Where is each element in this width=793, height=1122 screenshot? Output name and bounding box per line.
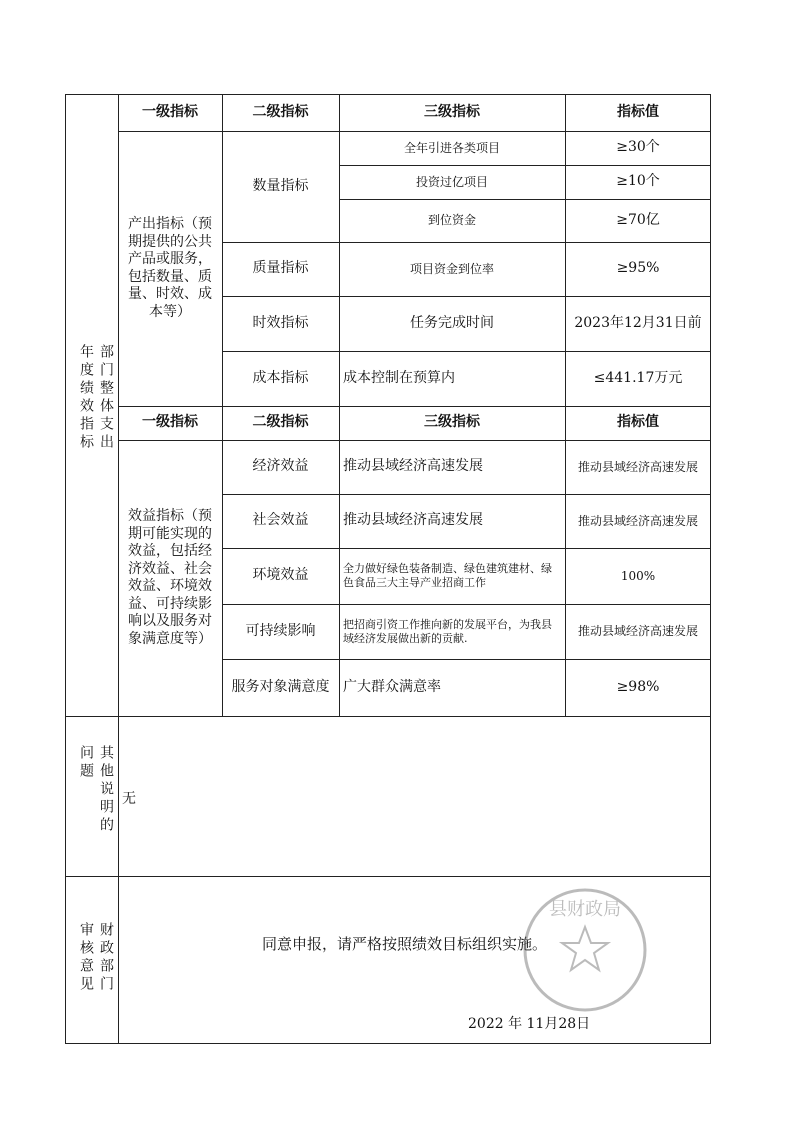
- indicator-row-value: 100%: [620, 568, 656, 583]
- indicator-row-l3: 全年引进各类项目: [403, 140, 500, 155]
- finance-side-label: 财政部门审核意见: [78, 922, 114, 994]
- social-effect: 社会效益: [252, 512, 309, 529]
- header-level1: 一级指标: [142, 414, 198, 431]
- indicator-row-l3: 把招商引资工作推向新的发展平台，为我县域经济发展做出新的贡献.: [343, 617, 552, 645]
- indicator-row-l3: 成本控制在预算内: [343, 369, 455, 386]
- time-indicator: 时效指标: [252, 314, 309, 331]
- quantity-indicator: 数量指标: [252, 177, 309, 194]
- indicator-row-value: 推动县域经济高速发展: [577, 624, 698, 638]
- indicator-row-value: ≥30个: [616, 139, 660, 156]
- economic-effect: 经济效益: [252, 458, 309, 475]
- divider: [118, 716, 119, 1044]
- header-level3: 三级指标: [424, 103, 480, 120]
- indicator-row-l3: 广大群众满意率: [343, 678, 441, 695]
- satisfaction-effect: 服务对象满意度: [231, 678, 330, 695]
- finance-date: 2022 年 11月28日: [468, 1016, 591, 1032]
- indicator-row-l3: 项目资金到位率: [409, 261, 494, 276]
- indicator-row-l3: 推动县域经济高速发展: [343, 458, 483, 475]
- indicator-row-value: ≥98%: [616, 678, 660, 695]
- indicator-row-value: ≥70亿: [616, 211, 660, 228]
- other-remarks-text: 无: [122, 791, 136, 807]
- indicator-row-value: ≤441.17万元: [593, 369, 683, 386]
- quality-indicator: 质量指标: [252, 260, 309, 277]
- header-level1: 一级指标: [142, 103, 198, 120]
- indicator-row-l3: 全力做好绿色装备制造、绿色建筑建材、绿色食品三大主导产业招商工作: [343, 562, 552, 589]
- indicator-row-value: ≥95%: [616, 260, 660, 277]
- divider: [118, 94, 119, 716]
- output-level1: 产出指标（预期提供的公共产品或服务，包括数量、质量、时效、成本等）: [128, 216, 212, 320]
- indicator-row-l3: 投资过亿项目: [415, 174, 488, 189]
- header-value: 指标值: [617, 103, 659, 120]
- divider: [65, 876, 711, 877]
- cost-indicator: 成本指标: [252, 369, 309, 386]
- indicator-row-value: ≥10个: [616, 173, 660, 190]
- environment-effect: 环境效益: [252, 567, 309, 584]
- indicator-row-l3: 推动县域经济高速发展: [343, 512, 483, 529]
- finance-opinion: 同意申报，请严格按照绩效目标组织实施。: [262, 935, 548, 953]
- finance-bureau-seal: [520, 885, 650, 1015]
- header-level2: 二级指标: [252, 103, 309, 120]
- indicator-row-value: 推动县域经济高速发展: [577, 513, 698, 528]
- other-side-label: 其他说明的问题: [78, 745, 114, 835]
- header-value: 指标值: [617, 414, 659, 431]
- dept-side-label: 部门整体支出年度绩效指标: [78, 344, 114, 452]
- indicator-row-value: 推动县域经济高速发展: [577, 459, 698, 474]
- indicator-row-l3: 到位资金: [427, 213, 476, 227]
- indicator-row-l3: 任务完成时间: [410, 314, 494, 331]
- sustainable-effect: 可持续影响: [245, 622, 316, 639]
- divider: [65, 716, 711, 717]
- indicator-row-value: 2023年12月31日前: [574, 314, 702, 331]
- header-level2: 二级指标: [252, 414, 309, 431]
- effect-level1: 效益指标（预期可能实现的效益，包括经济效益、社会效益、环境效益、可持续影响以及服务对象满意度等）: [128, 508, 212, 647]
- header-level3: 三级指标: [424, 414, 480, 431]
- seal-text: 县财政局: [549, 899, 621, 920]
